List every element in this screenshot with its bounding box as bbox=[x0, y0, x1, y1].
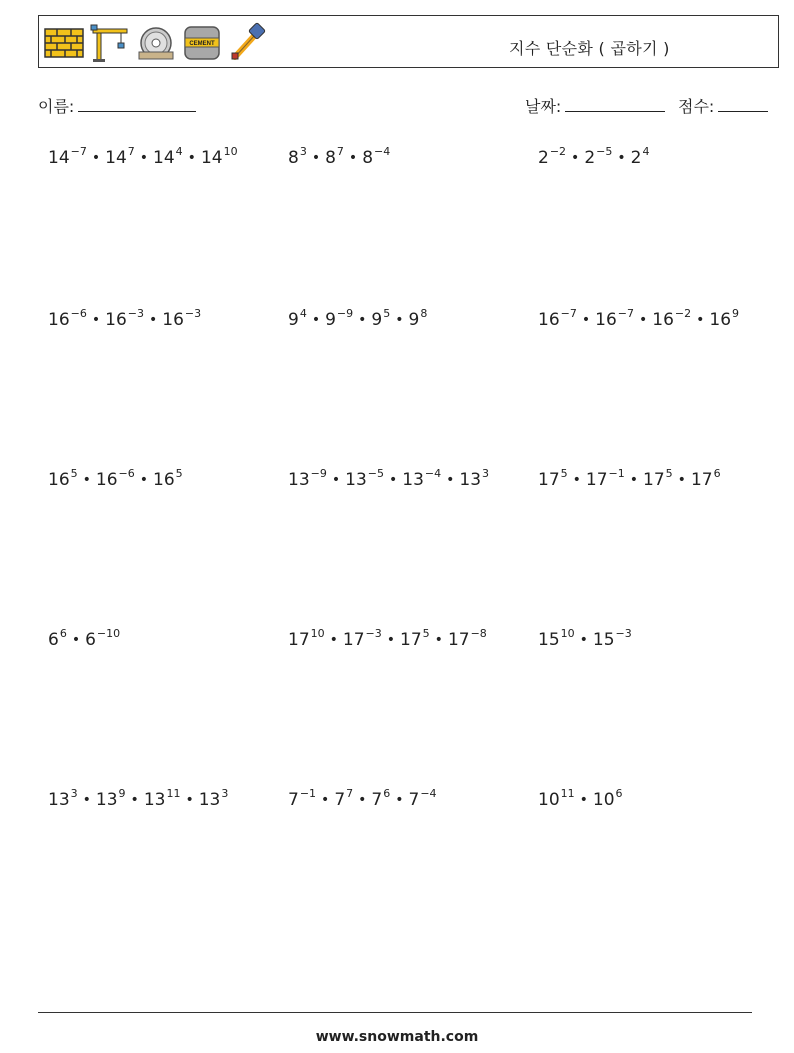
multiplication-dot: • bbox=[358, 792, 367, 808]
problem-8 bbox=[288, 467, 490, 490]
multiplication-dot: • bbox=[71, 632, 81, 648]
term-base: 8 bbox=[362, 148, 374, 168]
problem-13 bbox=[48, 787, 229, 810]
power-term bbox=[153, 467, 183, 490]
power-term bbox=[85, 627, 121, 650]
header-icons bbox=[43, 21, 269, 63]
power-term bbox=[538, 467, 568, 490]
term-base: 16 bbox=[153, 470, 175, 490]
term-exponent: −9 bbox=[336, 307, 354, 320]
power-term bbox=[105, 145, 135, 168]
term-base: 9 bbox=[408, 310, 420, 330]
term-exponent: 4 bbox=[299, 307, 307, 320]
term-base: 17 bbox=[288, 630, 310, 650]
multiplication-dot: • bbox=[696, 312, 705, 328]
problem-14 bbox=[288, 787, 437, 810]
circular-saw-icon bbox=[135, 21, 177, 63]
term-exponent: 11 bbox=[166, 787, 181, 800]
problem-2 bbox=[288, 145, 391, 168]
multiplication-dot: • bbox=[82, 472, 91, 488]
name-field[interactable] bbox=[38, 94, 196, 117]
multiplication-dot: • bbox=[617, 150, 626, 166]
term-exponent: −1 bbox=[608, 467, 625, 480]
construction-crane-icon bbox=[89, 21, 131, 63]
term-exponent: −5 bbox=[367, 467, 384, 480]
term-exponent: 9 bbox=[732, 307, 740, 320]
term-exponent: 7 bbox=[127, 145, 135, 158]
multiplication-dot: • bbox=[331, 472, 341, 488]
term-base: 6 bbox=[48, 630, 59, 650]
term-exponent: −4 bbox=[420, 787, 437, 800]
term-exponent: 5 bbox=[665, 467, 673, 480]
term-exponent: 4 bbox=[175, 145, 183, 158]
term-base: 9 bbox=[371, 310, 383, 330]
power-term bbox=[400, 627, 430, 650]
power-term bbox=[288, 145, 307, 168]
term-base: 14 bbox=[200, 148, 223, 168]
date-label: 날짜: bbox=[525, 97, 562, 116]
power-term bbox=[288, 307, 307, 330]
term-base: 13 bbox=[459, 470, 482, 490]
term-exponent: 11 bbox=[560, 787, 575, 800]
power-term bbox=[595, 307, 634, 330]
power-term bbox=[95, 467, 135, 490]
term-base: 7 bbox=[371, 790, 383, 810]
power-term bbox=[709, 307, 740, 330]
term-base: 17 bbox=[400, 630, 422, 650]
multiplication-dot: • bbox=[446, 472, 455, 488]
power-term bbox=[153, 145, 183, 168]
term-exponent: 10 bbox=[310, 627, 325, 640]
multiplication-dot: • bbox=[91, 312, 101, 328]
term-exponent: −6 bbox=[118, 467, 135, 480]
multiplication-dot: • bbox=[311, 312, 321, 328]
term-exponent: 3 bbox=[482, 467, 490, 480]
term-base: 16 bbox=[595, 310, 617, 330]
term-base: 13 bbox=[288, 470, 310, 490]
power-term bbox=[48, 627, 67, 650]
term-exponent: −3 bbox=[127, 307, 144, 320]
term-base: 16 bbox=[105, 310, 127, 330]
term-exponent: 9 bbox=[118, 787, 126, 800]
term-exponent: −3 bbox=[365, 627, 382, 640]
multiplication-dot: • bbox=[348, 150, 358, 166]
term-exponent: −2 bbox=[674, 307, 692, 320]
power-term bbox=[345, 467, 384, 490]
multiplication-dot: • bbox=[571, 150, 580, 166]
term-base: 16 bbox=[48, 310, 70, 330]
term-base: 16 bbox=[538, 310, 560, 330]
term-exponent: −6 bbox=[70, 307, 87, 320]
term-exponent: 5 bbox=[560, 467, 568, 480]
term-base: 8 bbox=[325, 148, 336, 168]
multiplication-dot: • bbox=[91, 150, 101, 166]
term-base: 15 bbox=[592, 630, 615, 650]
power-term bbox=[447, 627, 487, 650]
term-base: 8 bbox=[288, 148, 299, 168]
term-exponent: −7 bbox=[617, 307, 634, 320]
term-base: 17 bbox=[538, 470, 560, 490]
multiplication-dot: • bbox=[139, 150, 149, 166]
term-exponent: 4 bbox=[642, 145, 650, 158]
term-exponent: −5 bbox=[596, 145, 613, 158]
cement-label: CEMENT bbox=[189, 41, 215, 47]
term-base: 16 bbox=[162, 310, 184, 330]
term-exponent: −7 bbox=[70, 145, 87, 158]
power-term bbox=[690, 467, 721, 490]
term-base: 6 bbox=[85, 630, 96, 650]
term-exponent: 6 bbox=[713, 467, 721, 480]
multiplication-dot: • bbox=[386, 632, 396, 648]
term-exponent: −4 bbox=[424, 467, 442, 480]
term-base: 13 bbox=[345, 470, 367, 490]
term-exponent: −9 bbox=[310, 467, 327, 480]
power-term bbox=[288, 627, 325, 650]
term-base: 13 bbox=[198, 790, 221, 810]
multiplication-dot: • bbox=[139, 472, 149, 488]
power-term bbox=[95, 787, 126, 810]
power-term bbox=[334, 787, 354, 810]
problem-4 bbox=[48, 307, 202, 330]
power-term bbox=[325, 145, 344, 168]
power-term bbox=[538, 787, 575, 810]
multiplication-dot: • bbox=[329, 632, 338, 648]
term-exponent: 5 bbox=[70, 467, 78, 480]
power-term bbox=[408, 307, 428, 330]
term-exponent: −8 bbox=[470, 627, 487, 640]
power-term bbox=[585, 467, 625, 490]
power-term bbox=[48, 787, 78, 810]
term-exponent: −7 bbox=[560, 307, 577, 320]
name-blank[interactable] bbox=[78, 98, 196, 112]
problem-10 bbox=[48, 627, 121, 650]
power-term bbox=[592, 627, 632, 650]
power-term bbox=[198, 787, 229, 810]
multiplication-dot: • bbox=[148, 312, 158, 328]
multiplication-dot: • bbox=[677, 472, 686, 488]
term-exponent: −3 bbox=[615, 627, 632, 640]
term-exponent: −2 bbox=[549, 145, 567, 158]
problem-9 bbox=[538, 467, 721, 490]
footer-url: www.snowmath.com bbox=[315, 1029, 479, 1045]
term-exponent: 7 bbox=[346, 787, 354, 800]
footer-divider bbox=[38, 1012, 752, 1013]
score-blank[interactable] bbox=[718, 98, 768, 112]
term-exponent: 10 bbox=[223, 145, 238, 158]
multiplication-dot: • bbox=[395, 312, 404, 328]
multiplication-dot: • bbox=[579, 792, 588, 808]
power-term bbox=[408, 787, 437, 810]
power-term bbox=[48, 467, 78, 490]
power-term bbox=[584, 145, 613, 168]
term-base: 2 bbox=[538, 148, 549, 168]
term-exponent: 6 bbox=[615, 787, 623, 800]
term-exponent: 5 bbox=[175, 467, 183, 480]
score-label: 점수: bbox=[678, 97, 715, 116]
brick-wall-icon bbox=[43, 21, 85, 63]
multiplication-dot: • bbox=[434, 632, 443, 648]
problem-11 bbox=[288, 627, 487, 650]
term-base: 14 bbox=[48, 148, 70, 168]
power-term bbox=[162, 307, 202, 330]
term-base: 16 bbox=[652, 310, 674, 330]
multiplication-dot: • bbox=[321, 792, 330, 808]
term-exponent: 3 bbox=[299, 145, 307, 158]
worksheet-header bbox=[38, 15, 779, 68]
term-base: 7 bbox=[408, 790, 420, 810]
multiplication-dot: • bbox=[388, 472, 398, 488]
term-exponent: 5 bbox=[422, 627, 430, 640]
power-term bbox=[538, 307, 577, 330]
term-exponent: −4 bbox=[374, 145, 391, 158]
term-base: 9 bbox=[288, 310, 299, 330]
power-term bbox=[538, 145, 567, 168]
term-exponent: 10 bbox=[560, 627, 575, 640]
problem-15 bbox=[538, 787, 623, 810]
power-term bbox=[371, 787, 391, 810]
multiplication-dot: • bbox=[130, 792, 139, 808]
term-exponent: 3 bbox=[221, 787, 229, 800]
term-base: 10 bbox=[592, 790, 615, 810]
term-exponent: 6 bbox=[383, 787, 391, 800]
multiplication-dot: • bbox=[572, 472, 581, 488]
problem-3 bbox=[538, 145, 650, 168]
problem-1 bbox=[48, 145, 238, 168]
problem-12 bbox=[538, 627, 632, 650]
term-base: 16 bbox=[709, 310, 732, 330]
term-base: 13 bbox=[143, 790, 166, 810]
power-term bbox=[643, 467, 673, 490]
multiplication-dot: • bbox=[358, 312, 367, 328]
power-term bbox=[48, 307, 87, 330]
term-base: 14 bbox=[105, 148, 127, 168]
term-exponent: −3 bbox=[184, 307, 202, 320]
power-term bbox=[371, 307, 391, 330]
power-term bbox=[105, 307, 144, 330]
power-term bbox=[652, 307, 692, 330]
power-term bbox=[592, 787, 623, 810]
term-base: 17 bbox=[447, 630, 470, 650]
term-base: 15 bbox=[538, 630, 560, 650]
multiplication-dot: • bbox=[82, 792, 91, 808]
power-term bbox=[288, 467, 327, 490]
term-base: 9 bbox=[325, 310, 336, 330]
pipe-wrench-icon bbox=[227, 21, 269, 63]
term-exponent: −1 bbox=[299, 787, 317, 800]
score-field[interactable] bbox=[678, 94, 768, 117]
problem-6 bbox=[538, 307, 740, 330]
multiplication-dot: • bbox=[638, 312, 648, 328]
multiplication-dot: • bbox=[629, 472, 639, 488]
term-exponent: 3 bbox=[70, 787, 78, 800]
power-term bbox=[342, 627, 382, 650]
power-term bbox=[325, 307, 354, 330]
term-base: 2 bbox=[584, 148, 596, 168]
problem-5 bbox=[288, 307, 428, 330]
power-term bbox=[200, 145, 238, 168]
power-term bbox=[459, 467, 490, 490]
power-term bbox=[362, 145, 391, 168]
term-exponent: 8 bbox=[420, 307, 428, 320]
multiplication-dot: • bbox=[311, 150, 321, 166]
power-term bbox=[538, 627, 575, 650]
term-base: 13 bbox=[402, 470, 424, 490]
multiplication-dot: • bbox=[581, 312, 591, 328]
power-term bbox=[143, 787, 181, 810]
term-exponent: 7 bbox=[336, 145, 344, 158]
term-base: 17 bbox=[643, 470, 665, 490]
name-label: 이름: bbox=[38, 97, 75, 116]
power-term bbox=[48, 145, 87, 168]
term-base: 7 bbox=[334, 790, 346, 810]
term-base: 17 bbox=[690, 470, 713, 490]
term-base: 2 bbox=[630, 148, 642, 168]
term-base: 13 bbox=[95, 790, 118, 810]
power-term bbox=[630, 145, 650, 168]
term-exponent: 6 bbox=[59, 627, 67, 640]
multiplication-dot: • bbox=[395, 792, 404, 808]
term-base: 16 bbox=[48, 470, 70, 490]
date-blank[interactable] bbox=[565, 98, 665, 112]
worksheet-title: 지수 단순화 ( 곱하기 ) bbox=[509, 39, 670, 58]
power-term bbox=[402, 467, 442, 490]
date-field[interactable] bbox=[525, 94, 665, 117]
term-base: 14 bbox=[153, 148, 175, 168]
term-base: 17 bbox=[342, 630, 365, 650]
term-exponent: −10 bbox=[96, 627, 121, 640]
term-base: 13 bbox=[48, 790, 70, 810]
term-base: 16 bbox=[95, 470, 118, 490]
term-exponent: 5 bbox=[383, 307, 391, 320]
problem-7 bbox=[48, 467, 183, 490]
multiplication-dot: • bbox=[185, 792, 194, 808]
power-term bbox=[288, 787, 317, 810]
multiplication-dot: • bbox=[579, 632, 588, 648]
cement-bag-icon bbox=[181, 21, 223, 63]
multiplication-dot: • bbox=[187, 150, 196, 166]
term-base: 10 bbox=[538, 790, 560, 810]
term-base: 17 bbox=[585, 470, 608, 490]
term-base: 7 bbox=[288, 790, 299, 810]
